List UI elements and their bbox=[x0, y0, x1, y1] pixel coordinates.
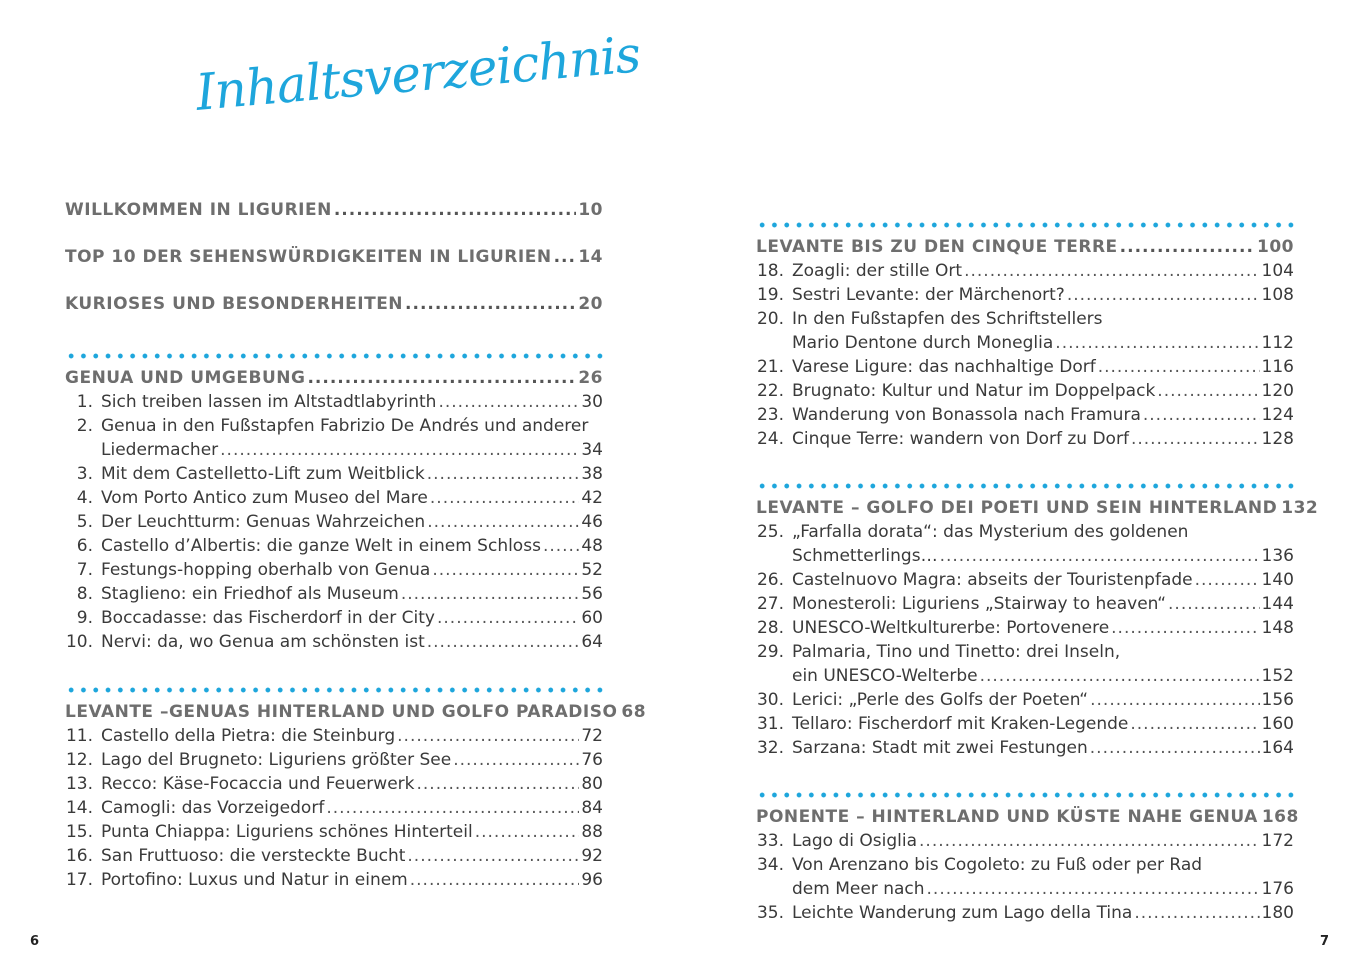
entry-number: 12. bbox=[65, 750, 93, 770]
entry-number: 31. bbox=[756, 714, 784, 734]
entry-number: 15. bbox=[65, 822, 93, 842]
toc-entry[interactable] bbox=[65, 868, 603, 892]
toc-entry[interactable] bbox=[65, 724, 603, 748]
dot-leader bbox=[430, 486, 579, 510]
entry-number: 21. bbox=[756, 357, 784, 377]
entry-page: 52 bbox=[581, 560, 603, 580]
dot-leader bbox=[453, 748, 579, 772]
toc-entry[interactable] bbox=[756, 331, 1294, 355]
entry-page: 120 bbox=[1261, 381, 1294, 401]
dot-leader bbox=[1143, 403, 1260, 427]
entry-page: 14 bbox=[578, 247, 603, 267]
entry-page: 168 bbox=[1261, 807, 1299, 827]
entry-title: Castello d’Albertis: die ganze Welt in einem Schloss bbox=[101, 536, 541, 556]
entry-page: 144 bbox=[1261, 594, 1294, 614]
entry-page: 10 bbox=[578, 200, 603, 220]
section-heading-label: PONENTE – HINTERLAND UND KÜSTE NAHE GENUA bbox=[756, 807, 1258, 827]
dot-leader bbox=[1098, 355, 1260, 379]
section-heading-label: KURIOSES UND BESONDERHEITEN bbox=[65, 294, 404, 314]
entry-page: 180 bbox=[1261, 903, 1294, 923]
entry-title: Mit dem Castelletto-Lift zum Weitblick bbox=[101, 464, 425, 484]
entry-page: 140 bbox=[1261, 570, 1294, 590]
entry-number: 22. bbox=[756, 381, 784, 401]
entry-title: Genua in den Fußstapfen Fabrizio De Andrés und anderer bbox=[101, 416, 589, 436]
toc-entry[interactable] bbox=[65, 772, 603, 796]
entry-title: dem Meer nach bbox=[792, 879, 925, 899]
dot-leader bbox=[307, 366, 576, 390]
dot-leader bbox=[1157, 379, 1259, 403]
section-heading-label: LEVANTE BIS ZU DEN CINQUE TERRE bbox=[756, 237, 1118, 257]
entry-number: 2. bbox=[76, 416, 93, 436]
dot-leader bbox=[432, 558, 579, 582]
dot-leader bbox=[437, 606, 579, 630]
dot-leader bbox=[940, 544, 1260, 568]
entry-number: 5. bbox=[76, 512, 93, 532]
entry-page: 104 bbox=[1261, 261, 1294, 281]
entry-page: 20 bbox=[578, 294, 603, 314]
section-heading[interactable] bbox=[756, 235, 1294, 259]
entry-number: 30. bbox=[756, 690, 784, 710]
section-heading-label: WILLKOMMEN IN LIGURIEN bbox=[65, 200, 332, 220]
entry-title: Cinque Terre: wandern von Dorf zu Dorf bbox=[792, 429, 1129, 449]
entry-page: 88 bbox=[581, 822, 603, 842]
dot-leader bbox=[964, 259, 1259, 283]
toc-entry[interactable] bbox=[756, 403, 1294, 427]
entry-page: 92 bbox=[581, 846, 603, 866]
entry-page: 160 bbox=[1261, 714, 1294, 734]
entry-number: 13. bbox=[65, 774, 93, 794]
entry-number: 11. bbox=[65, 726, 93, 746]
dot-leader bbox=[334, 198, 576, 222]
dot-leader bbox=[427, 462, 580, 486]
toc-entry[interactable] bbox=[756, 520, 1294, 544]
dot-leader bbox=[980, 664, 1260, 688]
entry-number: 26. bbox=[756, 570, 784, 590]
entry-title: ein UNESCO-Welterbe bbox=[792, 666, 978, 686]
entry-number: 27. bbox=[756, 594, 784, 614]
entry-page: 80 bbox=[581, 774, 603, 794]
entry-page: 124 bbox=[1261, 405, 1294, 425]
dotted-divider bbox=[756, 221, 1294, 229]
toc-entry[interactable] bbox=[756, 379, 1294, 403]
dot-leader bbox=[1055, 331, 1259, 355]
entry-number: 8. bbox=[76, 584, 93, 604]
entry-title: UNESCO-Weltkulturerbe: Portovenere bbox=[792, 618, 1110, 638]
entry-page: 34 bbox=[581, 440, 603, 460]
dot-leader bbox=[401, 582, 580, 606]
toc-entry[interactable] bbox=[756, 592, 1294, 616]
toc-entry[interactable] bbox=[756, 901, 1294, 925]
entry-number: 32. bbox=[756, 738, 784, 758]
entry-page: 156 bbox=[1261, 690, 1294, 710]
entry-page: 172 bbox=[1261, 831, 1294, 851]
dot-leader bbox=[927, 877, 1260, 901]
toc-entry[interactable] bbox=[756, 640, 1294, 664]
page-number-left: 6 bbox=[30, 934, 40, 949]
entry-number: 25. bbox=[756, 522, 784, 542]
dot-leader bbox=[1131, 427, 1260, 451]
section-heading[interactable] bbox=[756, 805, 1299, 829]
entry-page: 68 bbox=[621, 702, 647, 722]
toc-entry[interactable] bbox=[756, 688, 1294, 712]
entry-number: 16. bbox=[65, 846, 93, 866]
toc-entry[interactable] bbox=[65, 390, 603, 414]
dot-leader bbox=[417, 772, 580, 796]
dot-leader bbox=[405, 292, 576, 316]
entry-number: 10. bbox=[65, 632, 93, 652]
entry-page: 108 bbox=[1261, 285, 1294, 305]
entry-page: 64 bbox=[581, 632, 603, 652]
entry-title: Brugnato: Kultur und Natur im Doppelpack bbox=[792, 381, 1156, 401]
dot-leader bbox=[1120, 235, 1255, 259]
toc-entry[interactable] bbox=[756, 616, 1294, 640]
entry-page: 26 bbox=[578, 368, 603, 388]
entry-page: 46 bbox=[581, 512, 603, 532]
entry-title: Staglieno: ein Friedhof als Museum bbox=[101, 584, 399, 604]
entry-page: 76 bbox=[581, 750, 603, 770]
entry-number: 29. bbox=[756, 642, 784, 662]
entry-number: 28. bbox=[756, 618, 784, 638]
entry-page: 56 bbox=[581, 584, 603, 604]
entry-page: 72 bbox=[581, 726, 603, 746]
toc-entry[interactable] bbox=[65, 582, 603, 606]
toc-entry[interactable] bbox=[65, 462, 603, 486]
entry-title: Festungs-hopping oberhalb von Genua bbox=[101, 560, 431, 580]
entry-title: In den Fußstapfen des Schriftstellers bbox=[792, 309, 1103, 329]
toc-entry[interactable] bbox=[756, 853, 1294, 877]
entry-page: 60 bbox=[581, 608, 603, 628]
entry-number: 9. bbox=[76, 608, 93, 628]
entry-title: Lago di Osiglia bbox=[792, 831, 918, 851]
entry-number: 23. bbox=[756, 405, 784, 425]
toc-entry[interactable] bbox=[756, 307, 1294, 331]
dot-leader bbox=[326, 796, 579, 820]
entry-page: 96 bbox=[581, 870, 603, 890]
entry-title: Lago del Brugneto: Liguriens größter See bbox=[101, 750, 452, 770]
entry-number: 18. bbox=[756, 261, 784, 281]
intro-heading[interactable] bbox=[65, 292, 603, 316]
toc-entry[interactable] bbox=[65, 630, 603, 654]
entry-number: 35. bbox=[756, 903, 784, 923]
entry-page: 84 bbox=[581, 798, 603, 818]
dot-leader bbox=[1168, 592, 1260, 616]
toc-entry[interactable] bbox=[756, 568, 1294, 592]
entry-page: 128 bbox=[1261, 429, 1294, 449]
entry-title: Sestri Levante: der Märchenort? bbox=[792, 285, 1065, 305]
toc-entry[interactable] bbox=[756, 829, 1294, 853]
dot-leader bbox=[427, 630, 580, 654]
toc-entry[interactable] bbox=[65, 796, 603, 820]
toc-entry[interactable] bbox=[756, 544, 1294, 568]
toc-entry[interactable] bbox=[65, 534, 603, 558]
entry-number: 3. bbox=[76, 464, 93, 484]
entry-number: 34. bbox=[756, 855, 784, 875]
entry-title: Der Leuchtturm: Genuas Wahrzeichen bbox=[101, 512, 426, 532]
toc-entry[interactable] bbox=[756, 259, 1294, 283]
entry-title: Nervi: da, wo Genua am schönsten ist bbox=[101, 632, 425, 652]
dot-leader bbox=[1134, 901, 1259, 925]
entry-title: Sich treiben lassen im Altstadtlabyrinth bbox=[101, 392, 437, 412]
entry-page: 164 bbox=[1261, 738, 1294, 758]
entry-number: 6. bbox=[76, 536, 93, 556]
entry-title: Wanderung von Bonassola nach Framura bbox=[792, 405, 1141, 425]
dot-leader bbox=[407, 844, 579, 868]
toc-entry[interactable] bbox=[756, 427, 1294, 451]
toc-entry[interactable] bbox=[756, 664, 1294, 688]
page-title: Inhaltsverzeichnis bbox=[193, 25, 643, 122]
toc-entry[interactable] bbox=[65, 510, 603, 534]
entry-page: 148 bbox=[1261, 618, 1294, 638]
toc-entry[interactable] bbox=[65, 414, 603, 438]
entry-number: 19. bbox=[756, 285, 784, 305]
entry-title: Punta Chiappa: Liguriens schönes Hinterteil bbox=[101, 822, 473, 842]
dot-leader bbox=[427, 510, 579, 534]
entry-title: Castelnuovo Magra: abseits der Touristenpfade bbox=[792, 570, 1193, 590]
entry-page: 176 bbox=[1261, 879, 1294, 899]
toc-entry[interactable] bbox=[65, 438, 603, 462]
entry-title: Recco: Käse-Focaccia und Feuerwerk bbox=[101, 774, 415, 794]
dot-leader bbox=[438, 390, 579, 414]
entry-number: 24. bbox=[756, 429, 784, 449]
entry-title: Varese Ligure: das nachhaltige Dorf bbox=[792, 357, 1096, 377]
dotted-divider bbox=[65, 352, 603, 360]
entry-title: „Farfalla dorata“: das Mysterium des goldenen bbox=[792, 522, 1189, 542]
entry-page: 112 bbox=[1261, 333, 1294, 353]
dot-leader bbox=[397, 724, 579, 748]
entry-page: 100 bbox=[1257, 237, 1294, 257]
dot-leader bbox=[919, 829, 1260, 853]
toc-entry[interactable] bbox=[65, 486, 603, 510]
toc-entry[interactable] bbox=[65, 820, 603, 844]
entry-title: Palmaria, Tino und Tinetto: drei Inseln, bbox=[792, 642, 1121, 662]
entry-title: Liedermacher bbox=[101, 440, 219, 460]
dotted-divider bbox=[65, 686, 603, 694]
dot-leader bbox=[1090, 688, 1259, 712]
toc-entry[interactable] bbox=[65, 748, 603, 772]
toc-entry[interactable] bbox=[756, 712, 1294, 736]
entry-page: 116 bbox=[1261, 357, 1294, 377]
dot-leader bbox=[543, 534, 579, 558]
entry-title: Tellaro: Fischerdorf mit Kraken-Legende bbox=[792, 714, 1129, 734]
entry-number: 17. bbox=[65, 870, 93, 890]
entry-title: Mario Dentone durch Moneglia bbox=[792, 333, 1054, 353]
dot-leader bbox=[410, 868, 580, 892]
section-heading-label: GENUA UND UMGEBUNG bbox=[65, 368, 306, 388]
entry-number: 4. bbox=[76, 488, 93, 508]
dotted-divider bbox=[756, 482, 1294, 490]
entry-title: Camogli: das Vorzeigedorf bbox=[101, 798, 325, 818]
dot-leader bbox=[1067, 283, 1260, 307]
section-heading-label: LEVANTE – GOLFO DEI POETI UND SEIN HINTERLAND bbox=[756, 498, 1278, 518]
toc-entry[interactable] bbox=[65, 606, 603, 630]
section-heading[interactable] bbox=[65, 700, 647, 724]
entry-title: San Fruttuoso: die versteckte Bucht bbox=[101, 846, 406, 866]
section-heading-label: LEVANTE –GENUAS HINTERLAND UND GOLFO PARADISO bbox=[65, 702, 618, 722]
entry-title: Monesteroli: Liguriens „Stairway to heaven“ bbox=[792, 594, 1167, 614]
dot-leader bbox=[475, 820, 580, 844]
entry-page: 136 bbox=[1261, 546, 1294, 566]
section-heading[interactable] bbox=[756, 496, 1319, 520]
toc-right-column bbox=[756, 207, 1319, 925]
dot-leader bbox=[554, 245, 577, 269]
page-number-right: 7 bbox=[1320, 934, 1330, 949]
entry-number: 7. bbox=[76, 560, 93, 580]
entry-page: 152 bbox=[1261, 666, 1294, 686]
toc-entry[interactable] bbox=[756, 283, 1294, 307]
toc-entry[interactable] bbox=[756, 355, 1294, 379]
entry-title: Castello della Pietra: die Steinburg bbox=[101, 726, 396, 746]
toc-entry[interactable] bbox=[756, 877, 1294, 901]
entry-page: 132 bbox=[1281, 498, 1319, 518]
dot-leader bbox=[220, 438, 579, 462]
entry-page: 42 bbox=[581, 488, 603, 508]
section-heading-label: TOP 10 DER SEHENSWÜRDIGKEITEN IN LIGURIEN bbox=[65, 247, 552, 267]
entry-title: Leichte Wanderung zum Lago della Tina bbox=[792, 903, 1133, 923]
entry-page: 30 bbox=[581, 392, 603, 412]
entry-title: Portofino: Luxus und Natur in einem bbox=[101, 870, 408, 890]
dot-leader bbox=[1111, 616, 1259, 640]
entry-number: 14. bbox=[65, 798, 93, 818]
entry-title: Boccadasse: das Fischerdorf in der City bbox=[101, 608, 435, 628]
dot-leader bbox=[1195, 568, 1260, 592]
entry-title: Vom Porto Antico zum Museo del Mare bbox=[101, 488, 428, 508]
entry-title: Schmetterlings… bbox=[792, 546, 938, 566]
toc-entry[interactable] bbox=[65, 844, 603, 868]
entry-number: 20. bbox=[756, 309, 784, 329]
entry-title: Lerici: „Perle des Golfs der Poeten“ bbox=[792, 690, 1089, 710]
toc-entry[interactable] bbox=[756, 736, 1294, 760]
toc-left-column bbox=[65, 198, 647, 892]
dot-leader bbox=[1090, 736, 1260, 760]
entry-page: 48 bbox=[581, 536, 603, 556]
dotted-divider bbox=[756, 791, 1294, 799]
toc-entry[interactable] bbox=[65, 558, 603, 582]
intro-heading[interactable] bbox=[65, 198, 603, 222]
entry-page: 38 bbox=[581, 464, 603, 484]
entry-title: Zoagli: der stille Ort bbox=[792, 261, 963, 281]
entry-title: Sarzana: Stadt mit zwei Festungen bbox=[792, 738, 1088, 758]
entry-number: 1. bbox=[76, 392, 93, 412]
entry-number: 33. bbox=[756, 831, 784, 851]
intro-heading[interactable] bbox=[65, 245, 603, 269]
section-heading[interactable] bbox=[65, 366, 603, 390]
dot-leader bbox=[1130, 712, 1259, 736]
entry-title: Von Arenzano bis Cogoleto: zu Fuß oder per Rad bbox=[792, 855, 1203, 875]
